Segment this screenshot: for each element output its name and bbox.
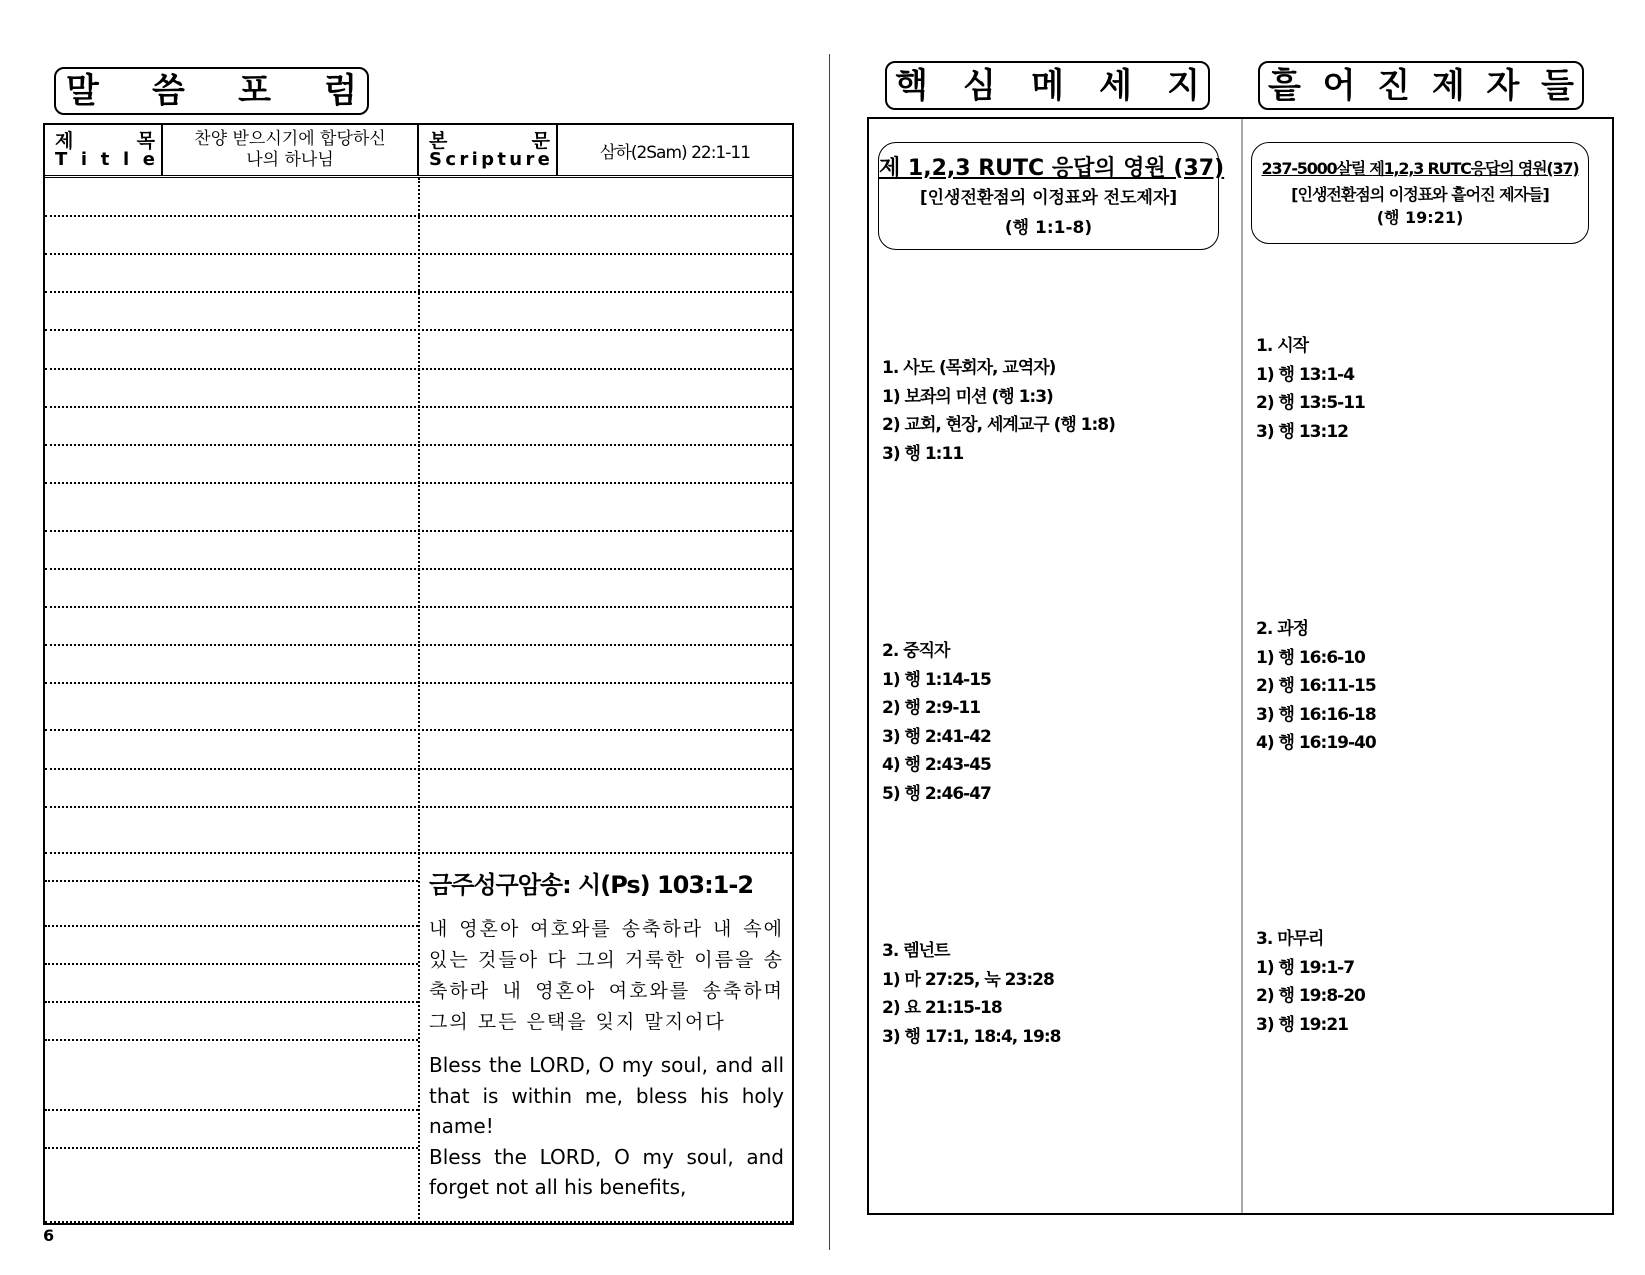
note-line (45, 1147, 418, 1149)
outline-line: 3) 행 16:16-18 (1256, 704, 1376, 725)
outline-line: 2) 교회, 현장, 세계교구 (행 1:8) (882, 415, 1115, 435)
scripture-label-cell (419, 125, 558, 175)
outline-line: 4) 행 16:19-40 (1256, 733, 1376, 753)
memory-verse-korean: 내 영혼아 여호와를 송축하라 내 속에 있는 것들아 다 그의 거룩한 이름을 송축하라 내 영혼아 여호와를 송축하며 그의 모든 은택을 잊지 말지어다 (429, 918, 784, 1033)
forum-heading-char: 말 (66, 71, 99, 111)
scripture-reference: 삼하(2Sam) 22:1-11 (599, 142, 751, 163)
core-heading-char: 세 (1099, 65, 1132, 106)
outline-line: 3) 행 2:41-42 (882, 726, 991, 747)
sermon-title-line-1: 찬양 받으시기에 합당하신 (194, 129, 386, 149)
disciples-section-1 (1256, 332, 1365, 446)
outline-line: 3) 행 17:1, 18:4, 19:8 (882, 1026, 1061, 1047)
memory-verse-title: 금주성구암송: 시(Ps) 103:1-2 (429, 871, 754, 899)
scripture-value-cell (558, 125, 792, 175)
note-line (45, 1109, 418, 1111)
title-label-letter: i (80, 149, 88, 170)
disciples-title-box (1251, 142, 1589, 244)
note-line (45, 768, 792, 770)
outline-line: 3. 렘넌트 (882, 941, 950, 961)
core-message-title: 제 1,2,3 RUTC 응답의 영원 (37) (879, 156, 1225, 181)
note-line (45, 530, 792, 532)
outline-line: 2. 중직자 (882, 641, 950, 661)
scripture-label-char: 본 (429, 130, 448, 152)
core-section-2 (882, 637, 991, 808)
sermon-note-form (43, 123, 794, 1225)
core-section-1 (882, 354, 1115, 468)
title-label-letter: e (142, 149, 155, 170)
note-line (45, 444, 792, 446)
title-label-char: 목 (136, 130, 155, 152)
outline-line: 2) 행 16:11-15 (1256, 676, 1376, 696)
outline-line: 3) 행 1:11 (882, 443, 964, 464)
core-message-heading (885, 61, 1210, 110)
disciples-heading-char: 자 (1486, 65, 1520, 106)
outline-line: 1) 보좌의 미션 (행 1:3) (882, 386, 1053, 407)
outline-line: 2) 행 13:5-11 (1256, 393, 1365, 413)
note-line (45, 1039, 418, 1041)
title-label-letter: t (100, 149, 110, 170)
scripture-label-letter: i (471, 149, 478, 170)
note-line (45, 1001, 418, 1003)
note-line (45, 406, 792, 408)
disciples-reference: (행 19:21) (1376, 208, 1464, 227)
outline-line: 1. 사도 (목회자, 교역자) (882, 358, 1056, 378)
memory-verse-english-1: Bless the LORD, O my soul, and all that is within me, bless his holy name! (429, 1053, 784, 1138)
disciples-heading-char: 들 (1541, 65, 1574, 106)
notes-column-divider (418, 178, 420, 1223)
outline-line: 1) 행 13:1-4 (1256, 364, 1355, 385)
note-line (45, 368, 792, 370)
disciples-heading-char: 제 (1431, 65, 1465, 106)
page-divider (829, 54, 830, 1250)
outline-line: 1) 행 19:1-7 (1256, 957, 1355, 978)
outline-line: 3) 행 19:21 (1256, 1014, 1348, 1035)
scripture-label-letter: S (429, 149, 442, 170)
outline-line: 2) 행 19:8-20 (1256, 986, 1365, 1006)
outline-line: 3) 행 13:12 (1256, 421, 1348, 442)
note-line (45, 291, 792, 293)
note-line (45, 852, 792, 854)
forum-heading-char: 럼 (324, 71, 357, 111)
title-label-cell (45, 125, 163, 175)
core-section-3 (882, 937, 1060, 1051)
outline-line: 3. 마무리 (1256, 929, 1324, 949)
outline-line: 5) 행 2:46-47 (882, 783, 991, 804)
note-line (45, 1221, 792, 1223)
title-value-cell (163, 125, 419, 175)
outline-line: 2) 행 2:9-11 (882, 698, 981, 718)
disciples-heading-char: 진 (1377, 65, 1411, 106)
note-line (45, 682, 792, 684)
forum-heading (54, 67, 369, 115)
disciples-section-2 (1256, 615, 1376, 758)
core-message-subtitle: [인생전환점의 이정표와 전도제자] (919, 188, 1178, 208)
note-line (45, 606, 792, 608)
scripture-label-letter: r (525, 149, 535, 170)
disciples-title: 237-5000살릴 제1,2,3 RUTC응답의 영원(37) (1261, 159, 1579, 178)
core-heading-char: 심 (963, 65, 996, 106)
scripture-label-letter: c (445, 149, 456, 170)
scripture-label-letter: e (537, 149, 550, 170)
disciples-section-3 (1256, 925, 1365, 1039)
forum-heading-char: 포 (238, 71, 271, 111)
outline-line: 1) 마 27:25, 눅 23:28 (882, 969, 1054, 990)
core-heading-char: 지 (1167, 65, 1200, 106)
core-heading-char: 핵 (895, 65, 928, 106)
note-line (45, 568, 792, 570)
scripture-label-letter: t (497, 149, 506, 170)
page-number: 6 (43, 1226, 55, 1245)
sermon-title-line-2: 나의 하나님 (246, 150, 334, 170)
outline-line: 1) 행 16:6-10 (1256, 647, 1365, 668)
note-line (45, 215, 792, 217)
note-line (45, 880, 418, 882)
core-message-reference: (행 1:1-8) (1004, 218, 1093, 238)
title-label-letter: l (122, 149, 130, 170)
memory-verse-english-2: Bless the LORD, O my soul, and forget not all his benefits, (429, 1144, 784, 1199)
outline-line: 1. 시작 (1256, 336, 1309, 356)
outline-line: 2) 요 21:15-18 (882, 998, 1002, 1018)
message-outline-box (867, 117, 1614, 1215)
core-message-title-box (878, 142, 1225, 250)
note-line (45, 253, 792, 255)
note-line (45, 806, 792, 808)
disciples-subtitle: [인생전환점의 이정표와 흩어진 제자들] (1291, 185, 1549, 204)
scripture-label-letter: p (481, 149, 494, 170)
core-heading-char: 메 (1031, 65, 1064, 106)
outline-line: 4) 행 2:43-45 (882, 755, 991, 775)
outline-line: 1) 행 1:14-15 (882, 669, 991, 690)
note-line (45, 482, 792, 484)
outline-column-divider (1241, 119, 1243, 1213)
title-label-char: 제 (55, 130, 74, 152)
scattered-disciples-heading (1258, 61, 1584, 110)
scripture-label-char: 문 (531, 130, 550, 152)
note-line (45, 644, 792, 646)
note-line (45, 729, 792, 731)
disciples-heading-char: 어 (1322, 65, 1356, 106)
outline-line: 2. 과정 (1256, 619, 1309, 639)
form-header-row (45, 125, 792, 178)
note-line (45, 963, 418, 965)
title-label-letter: T (55, 149, 68, 170)
scripture-label-letter: u (509, 149, 523, 170)
memory-verse-block (429, 865, 784, 1203)
forum-heading-char: 씀 (152, 71, 185, 111)
scripture-label-letter: r (459, 149, 469, 170)
disciples-heading-char: 흩 (1268, 65, 1301, 106)
note-line (45, 329, 792, 331)
note-line (45, 925, 418, 927)
